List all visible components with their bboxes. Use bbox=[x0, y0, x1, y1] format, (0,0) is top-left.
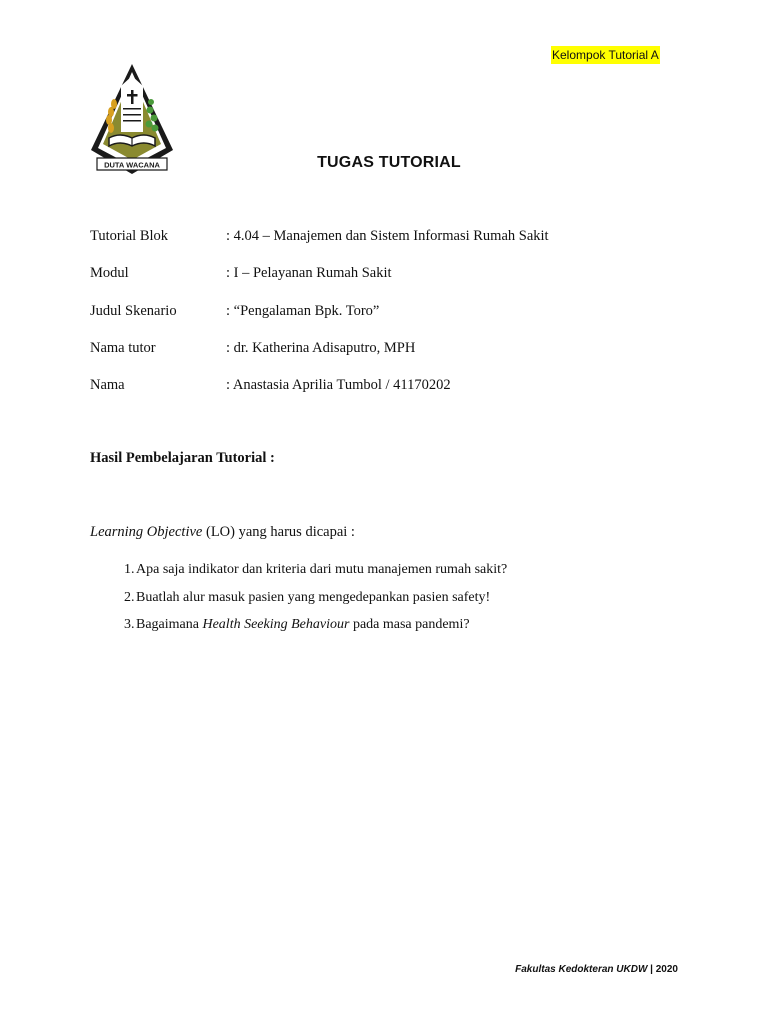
list-number-text: 2. bbox=[124, 589, 135, 605]
list-text bbox=[136, 616, 470, 644]
info-table bbox=[90, 226, 549, 412]
list-text bbox=[136, 561, 507, 589]
learning-objective-intro bbox=[90, 524, 355, 541]
list-text-italic: Health Seeking Behaviour bbox=[202, 617, 350, 632]
info-row bbox=[90, 375, 549, 412]
info-row bbox=[90, 263, 549, 300]
info-value: : Anastasia Aprilia Tumbol / 41170202 bbox=[226, 377, 451, 394]
info-row bbox=[90, 226, 549, 263]
lo-intro-rest: (LO) yang harus dicapai : bbox=[202, 524, 355, 540]
list-text-after: pada masa pandemi? bbox=[349, 617, 470, 632]
list-text bbox=[136, 589, 490, 617]
list-text-before: Buatlah alur masuk pasien yang mengedepankan pasien safety! bbox=[136, 589, 491, 605]
lo-intro-italic: Learning Objective bbox=[90, 524, 203, 540]
info-value: : “Pengalaman Bpk. Toro” bbox=[226, 302, 380, 319]
svg-text:DUTA WACANA: DUTA WACANA bbox=[104, 160, 160, 170]
footer-faculty: Fakultas Kedokteran UKDW bbox=[515, 964, 648, 975]
info-label: Nama tutor bbox=[90, 339, 156, 356]
info-label: Tutorial Blok bbox=[90, 228, 169, 244]
group-tag: Kelompok Tutorial A bbox=[552, 48, 659, 62]
info-value: : 4.04 – Manajemen dan Sistem Informasi Rumah Sakit bbox=[226, 228, 549, 244]
list-number bbox=[90, 616, 136, 644]
page-footer bbox=[515, 964, 678, 975]
info-label: Judul Skenario bbox=[90, 302, 177, 319]
info-value: : I – Pelayanan Rumah Sakit bbox=[226, 265, 392, 282]
learning-objective-list bbox=[90, 561, 507, 644]
list-number bbox=[90, 589, 136, 617]
list-number-text: 1. bbox=[124, 562, 135, 577]
info-row bbox=[90, 301, 549, 338]
list-item bbox=[90, 561, 507, 589]
list-text-before: Bagaimana bbox=[136, 617, 203, 632]
info-row bbox=[90, 338, 549, 375]
info-value: : dr. Katherina Adisaputro, MPH bbox=[226, 339, 416, 356]
info-label: Nama bbox=[90, 377, 125, 394]
footer-separator: | bbox=[647, 964, 656, 975]
list-item bbox=[90, 589, 507, 617]
section-heading: Hasil Pembelajaran Tutorial : bbox=[90, 450, 275, 466]
info-label: Modul bbox=[90, 265, 129, 282]
document-title: TUGAS TUTORIAL bbox=[317, 154, 461, 171]
list-item bbox=[90, 616, 507, 644]
list-text-before: Apa saja indikator dan kriteria dari mutu manajemen rumah sakit? bbox=[136, 562, 508, 577]
footer-year: 2020 bbox=[655, 964, 678, 975]
list-number-text: 3. bbox=[124, 617, 135, 632]
list-number bbox=[90, 561, 136, 589]
